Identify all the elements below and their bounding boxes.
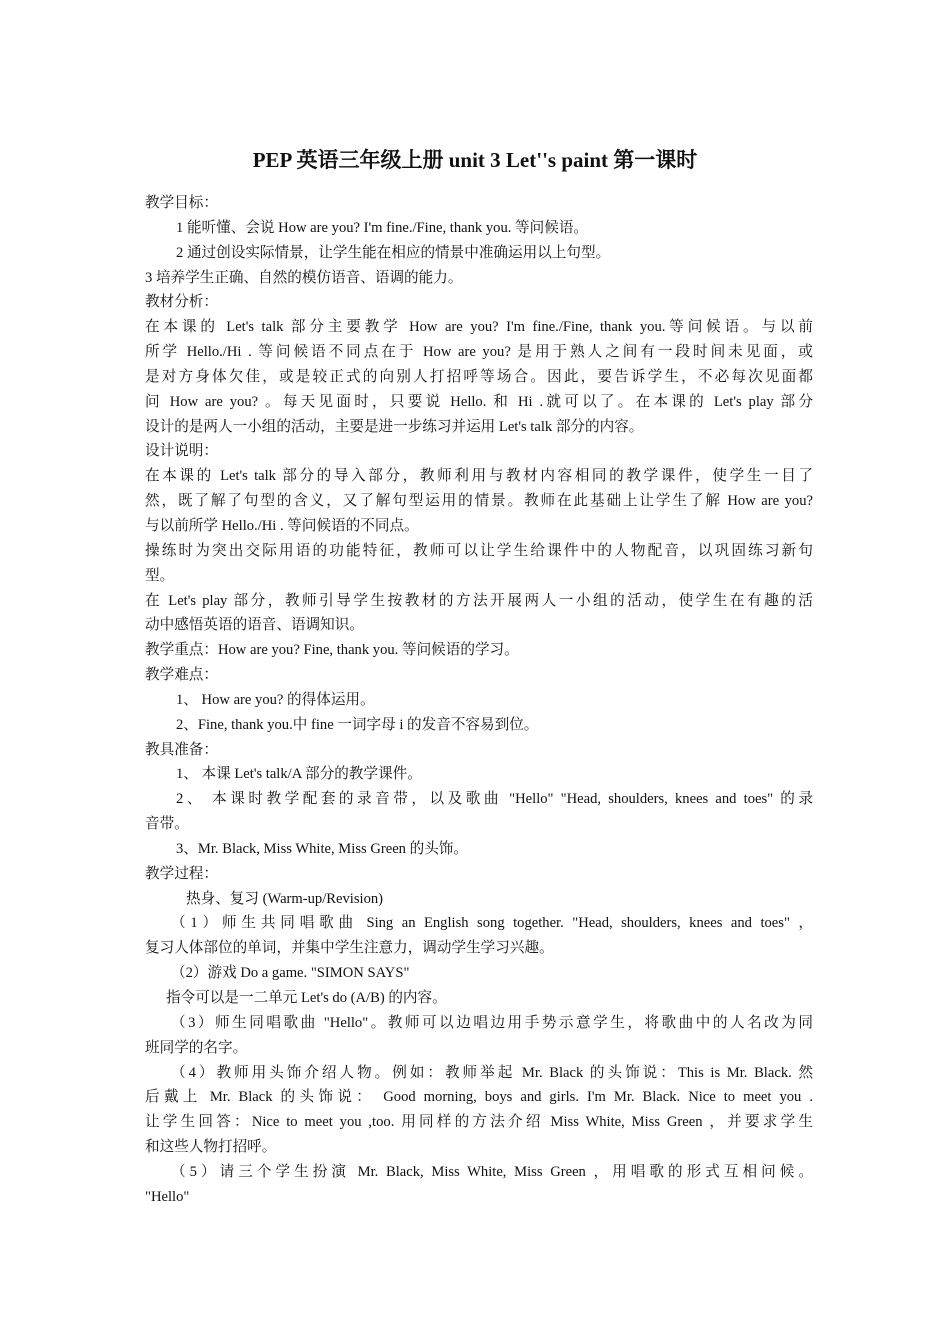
goal-item-2: 2 通过创设实际情景，让学生能在相应的情景中准确运用以上句型。 — [176, 244, 611, 261]
aid-item-2-cont: 音带。 — [145, 816, 189, 833]
difficulty-item-2: 2、Fine, thank you.中 fine 一词字母 i 的发音不容易到位。 — [176, 716, 539, 733]
paragraph-line: 是对方身体欠佳，或是较正式的向别人打招呼等场合。因此，要告诉学生，不必每次见面都 — [145, 368, 813, 385]
difficulty-item-1: 1、 How are you? 的得体运用。 — [176, 691, 375, 708]
paragraph-line: 动中感悟英语的语音、语调知识。 — [145, 617, 364, 634]
paragraph-line: 在 Let's play 部分，教师引导学生按教材的方法开展两人一小组的活动，使学生在有趣的活 — [145, 592, 813, 609]
document-title: PEP 英语三年级上册 unit 3 Let''s paint 第一课时 — [252, 148, 698, 172]
heading-teaching-aids: 教具准备： — [145, 741, 218, 758]
goal-item-3: 3 培养学生正确、自然的模仿语音、语调的能力。 — [145, 269, 463, 286]
process-step-4: （4）教师用头饰介绍人物。例如：教师举起 Mr. Black 的头饰说：This is Mr. Black. 然 — [171, 1064, 813, 1081]
process-step-4-cont: 让学生回答：Nice to meet you ,too. 用同样的方法介绍 Miss White, Miss Green ，并要求学生 — [145, 1114, 813, 1131]
paragraph-line: 与以前所学 Hello./Hi . 等问候语的不同点。 — [145, 517, 419, 534]
paragraph-line: 在本课的 Let's talk 部分的导入部分，教师利用与教材内容相同的教学课件，使学生一目了 — [145, 468, 813, 485]
aid-item-1: 1、 本课 Let's talk/A 部分的教学课件。 — [176, 766, 422, 783]
process-step-2-note: 指令可以是一二单元 Let's do (A/B) 的内容。 — [166, 990, 447, 1006]
process-step-warmup: 热身、复习 (Warm-up/Revision) — [186, 890, 384, 907]
process-step-1-cont: 复习人体部位的单词，并集中学生注意力，调动学生学习兴趣。 — [145, 940, 554, 957]
heading-material-analysis: 教材分析： — [145, 294, 218, 311]
aid-item-3: 3、Mr. Black, Miss White, Miss Green 的头饰。 — [176, 840, 468, 857]
process-step-2: （2）游戏 Do a game. "SIMON SAYS" — [171, 965, 410, 982]
paragraph-line: 设计的是两人一小组的活动，主要是进一步练习并运用 Let's talk 部分的内容。 — [145, 418, 644, 435]
heading-key-points: 教学重点：How are you? Fine, thank you. 等问候语的学习。 — [145, 642, 519, 659]
process-step-5-cont: "Hello" — [145, 1188, 190, 1205]
paragraph-line: 操练时为突出交际用语的功能特征，教师可以让学生给课件中的人物配音，以巩固练习新句 — [145, 542, 813, 559]
process-step-3-cont: 班同学的名字。 — [145, 1039, 248, 1056]
goal-item-1: 1 能听懂、会说 How are you? I'm fine./Fine, thank you. 等问候语。 — [176, 219, 589, 236]
paragraph-line: 所学 Hello./Hi . 等问候语不同点在于 How are you? 是用于熟人之间有一段时间未见面，或 — [145, 344, 813, 361]
paragraph-line: 然，既了解了句型的含义，又了解句型运用的情景。教师在此基础上让学生了解 How are you? — [145, 493, 813, 510]
process-step-4-cont: 和这些人物打招呼。 — [145, 1139, 277, 1156]
paragraph-line: 型。 — [145, 567, 175, 584]
aid-item-2: 2、 本课时教学配套的录音带，以及歌曲 "Hello" "Head, shoulders, knees and toes" 的录 — [176, 791, 813, 808]
heading-teaching-process: 教学过程： — [145, 865, 218, 882]
process-step-3: （3）师生同唱歌曲 "Hello"。教师可以边唱边用手势示意学生，将歌曲中的人名改为同 — [171, 1014, 813, 1031]
heading-teaching-goals: 教学目标： — [145, 195, 218, 211]
process-step-5: （5）请三个学生扮演 Mr. Black, Miss White, Miss Green ，用唱歌的形式互相问候。 — [171, 1163, 813, 1180]
process-step-1: （1）师生共同唱歌曲 Sing an English song together. "Head, shoulders, knees and toes" ， — [171, 915, 813, 932]
paragraph-line: 问 How are you? 。每天见面时，只要说 Hello. 和 Hi .就可以了。在本课的 Let's play 部分 — [145, 393, 813, 410]
heading-design-notes: 设计说明： — [145, 443, 218, 460]
paragraph-line: 在本课的 Let's talk 部分主要教学 How are you? I'm fine./Fine, thank you.等问候语。与以前 — [145, 319, 813, 336]
document-body — [145, 191, 813, 1210]
process-step-4-cont: 后戴上 Mr. Black 的头饰说： Good morning, boys and girls. I'm Mr. Black. Nice to meet you . — [145, 1089, 813, 1106]
heading-difficulties: 教学难点： — [145, 667, 218, 684]
